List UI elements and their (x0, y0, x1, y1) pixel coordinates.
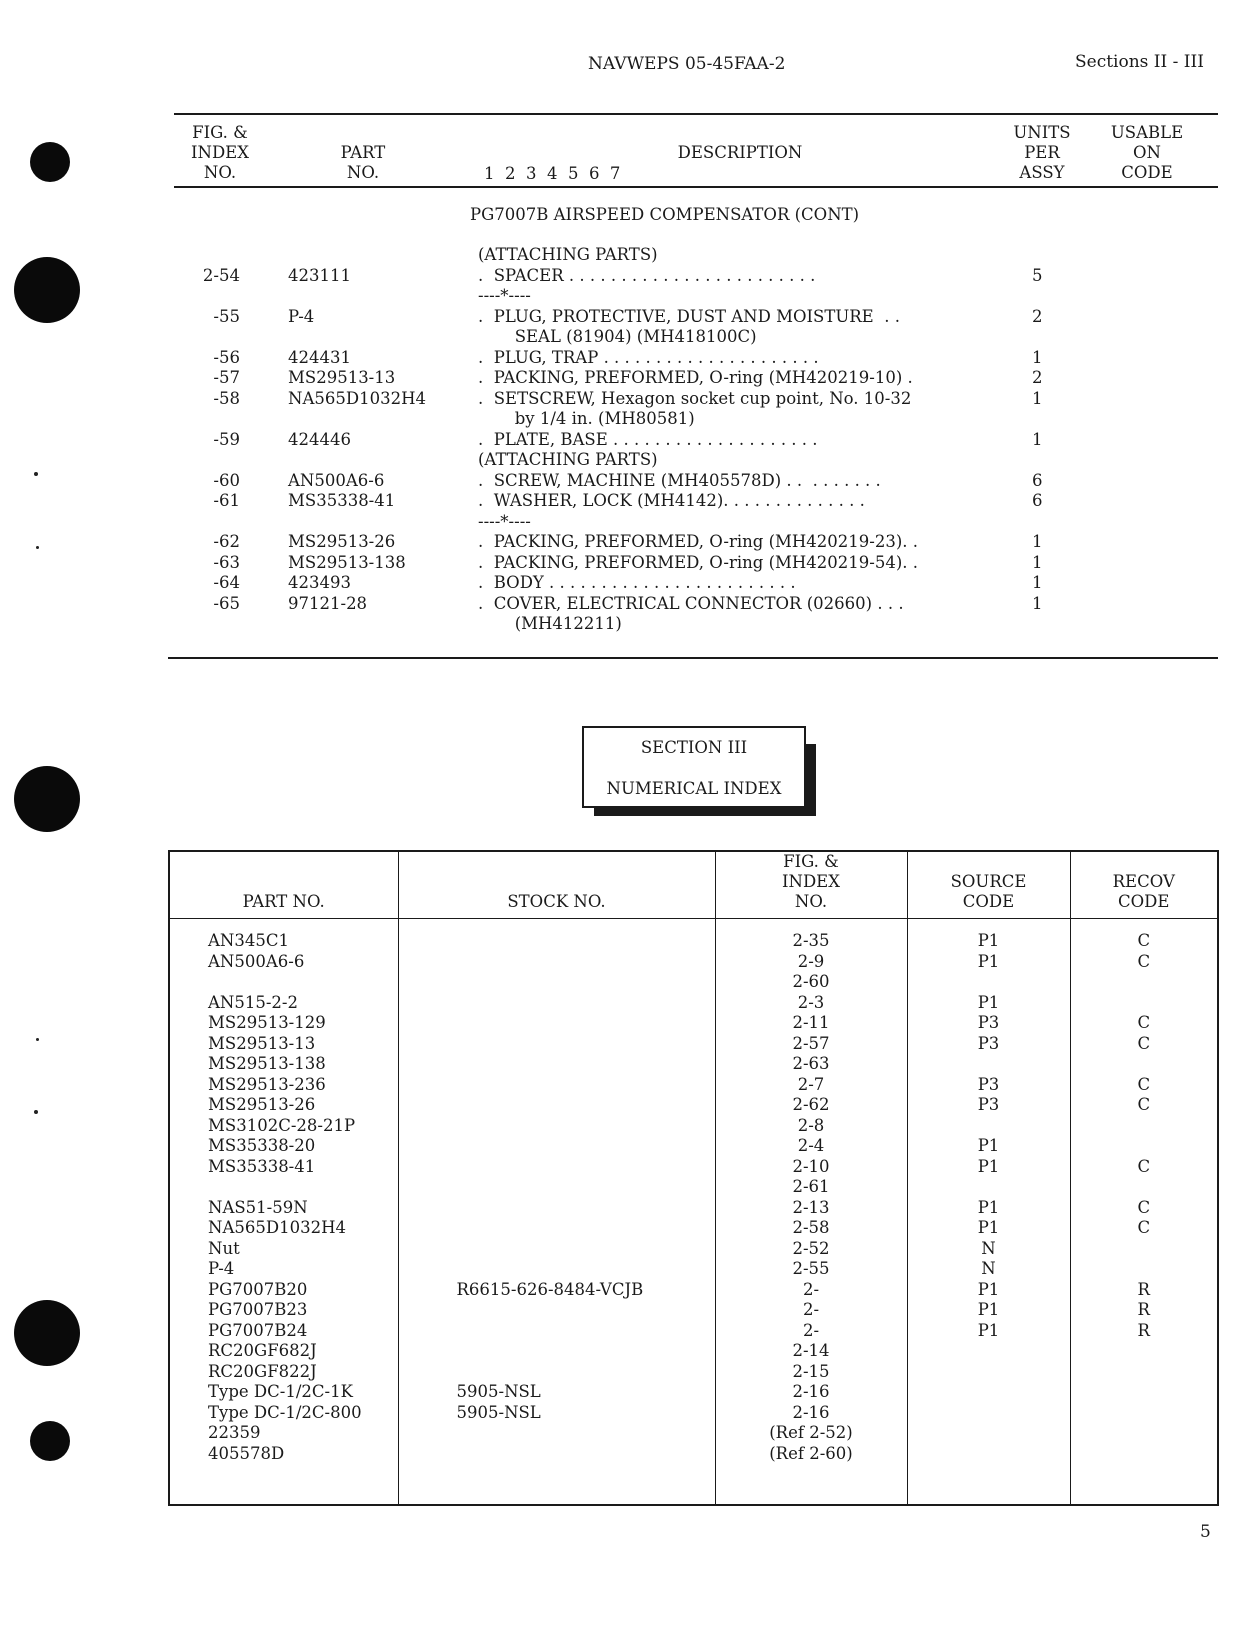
parts-row (0, 286, 1257, 307)
index-stock-number (399, 1157, 715, 1178)
index-col-source-code: SOURCE CODE (907, 851, 1070, 919)
index-fig-number: 2-9 (797, 951, 825, 971)
index-stock-number (399, 1075, 715, 1096)
part-number: 424446 (288, 429, 351, 449)
index-stock-number (399, 1116, 715, 1137)
description: (ATTACHING PARTS) (478, 245, 658, 264)
index-fig-number: 2-58 (792, 1218, 830, 1237)
index-source-code (908, 1116, 1070, 1137)
index-recov-code (1071, 1423, 1218, 1444)
numerical-index-table (168, 850, 1219, 1506)
index-part-number (170, 972, 398, 993)
parts-list (0, 245, 1257, 635)
index-part-number: NA565D1032H4 (208, 1218, 346, 1237)
index-stock-number: 5905-NSL (456, 1402, 541, 1422)
index-recov-code: C (1137, 1074, 1151, 1094)
units-per-assy: 5 (1032, 265, 1043, 285)
section-subtitle: NUMERICAL INDEX (606, 779, 782, 798)
parts-row (0, 368, 1257, 389)
description: . PACKING, PREFORMED, O-ring (MH420219-23). . (478, 532, 919, 551)
parts-row (0, 348, 1257, 369)
index-fig-number: 2-15 (792, 1361, 830, 1381)
description: . PLATE, BASE . . . . . . . . . . . . . . . . . . . . (478, 429, 818, 449)
fig-index: -63 (213, 552, 240, 572)
index-source-column (907, 919, 1070, 1506)
index-part-number: AN500A6-6 (208, 951, 305, 971)
index-stock-number (399, 1054, 715, 1075)
index-part-column (169, 919, 398, 1506)
fig-index: -62 (213, 532, 240, 551)
parts-row (0, 512, 1257, 533)
index-stock-number (399, 1341, 715, 1362)
binder-hole (14, 766, 80, 832)
index-recov-code: C (1137, 951, 1151, 971)
bottom-rule (168, 657, 1218, 659)
parts-row (0, 614, 1257, 635)
fig-index: -58 (213, 388, 240, 408)
index-stock-number (399, 1239, 715, 1260)
units-per-assy: 6 (1032, 491, 1043, 510)
index-stock-number (399, 1198, 715, 1219)
index-stock-number: R6615-626-8484-VCJB (456, 1279, 644, 1299)
index-recov-code: C (1137, 1033, 1151, 1053)
description: . PACKING, PREFORMED, O-ring (MH420219-10) . (478, 368, 913, 387)
index-fig-number: (Ref 2-60) (769, 1443, 853, 1463)
index-stock-number (399, 972, 715, 993)
index-source-code: P1 (977, 951, 1000, 971)
index-stock-number (399, 1300, 715, 1321)
units-per-assy: 2 (1032, 368, 1043, 387)
index-fig-number: 2-14 (792, 1341, 830, 1360)
index-recov-code: C (1137, 1156, 1151, 1176)
index-stock-number (399, 1218, 715, 1239)
index-col-stock-no: STOCK NO. (398, 851, 715, 919)
section-label: Sections II - III (1075, 52, 1204, 72)
index-recov-code (1071, 1444, 1218, 1465)
index-recov-code: C (1137, 1218, 1151, 1237)
index-part-number: P-4 (208, 1259, 235, 1278)
parts-row (0, 409, 1257, 430)
index-part-number: 22359 (208, 1423, 261, 1442)
units-per-assy: 1 (1032, 347, 1043, 367)
description: (MH412211) (478, 614, 622, 633)
description: ----*---- (478, 511, 531, 531)
index-source-code (908, 1341, 1070, 1362)
index-source-code: P3 (977, 1013, 1000, 1032)
index-source-code: P1 (977, 1279, 1000, 1299)
index-stock-number (399, 993, 715, 1014)
index-source-code: P1 (977, 992, 1000, 1012)
part-number: 423493 (288, 573, 351, 592)
index-recov-code (1071, 1136, 1218, 1157)
index-part-number: AN345C1 (208, 931, 289, 950)
parts-row (0, 327, 1257, 348)
fig-index: -59 (213, 429, 240, 449)
index-part-number: NAS51-59N (208, 1197, 308, 1217)
index-source-code (908, 1444, 1070, 1465)
binder-hole (14, 1300, 80, 1366)
description: . COVER, ELECTRICAL CONNECTOR (02660) . . . (478, 593, 904, 613)
index-part-number: MS3102C-28-21P (208, 1115, 356, 1135)
parts-row (0, 266, 1257, 287)
index-part-number: 405578D (208, 1443, 285, 1463)
index-recov-code (1071, 1177, 1218, 1198)
index-recov-code (1071, 1341, 1218, 1362)
part-number: MS29513-13 (288, 368, 396, 387)
index-fig-number: 2- (802, 1300, 820, 1319)
index-recov-code: R (1137, 1320, 1150, 1340)
col-header-fig-index: FIG. & INDEX NO. (191, 123, 249, 182)
description: SEAL (81904) (MH418100C) (478, 327, 757, 346)
index-part-number: PG7007B23 (208, 1300, 308, 1319)
col-header-description: DESCRIPTION (677, 143, 803, 162)
units-per-assy: 1 (1032, 532, 1043, 551)
index-recov-code (1071, 1403, 1218, 1424)
units-per-assy: 6 (1032, 470, 1043, 490)
part-number: P-4 (288, 306, 315, 326)
fig-index: -65 (213, 593, 240, 613)
index-fig-number: 2- (802, 1320, 820, 1340)
speck (34, 1110, 38, 1114)
index-fig-number: 2-60 (792, 972, 830, 991)
index-fig-number: 2- (802, 1279, 820, 1299)
index-fig-number: (Ref 2-52) (769, 1423, 853, 1442)
index-part-number: Type DC-1/2C-800 (208, 1402, 362, 1422)
index-recov-code: R (1137, 1300, 1150, 1319)
index-source-code: P1 (977, 1218, 1000, 1237)
fig-index: -61 (213, 491, 240, 510)
index-recov-code (1071, 1116, 1218, 1137)
index-recov-code: C (1137, 1013, 1151, 1032)
index-stock-number (399, 1259, 715, 1280)
index-source-code (908, 1362, 1070, 1383)
assembly-title: PG7007B AIRSPEED COMPENSATOR (CONT) (470, 205, 860, 224)
index-source-code: P3 (977, 1074, 1000, 1094)
index-source-code: P1 (977, 1300, 1000, 1319)
index-source-code: N (981, 1238, 996, 1258)
index-source-code: N (981, 1259, 996, 1278)
part-number: MS29513-138 (288, 552, 406, 572)
index-recov-code (1071, 1259, 1218, 1280)
index-stock-number (399, 1136, 715, 1157)
index-source-code: P1 (977, 931, 1000, 950)
index-col-recov-code: RECOV CODE (1070, 851, 1218, 919)
index-header-row (169, 851, 1218, 919)
description: . SCREW, MACHINE (MH405578D) . . . . . . . . . (478, 470, 881, 490)
units-per-assy: 1 (1032, 593, 1043, 613)
index-part-number: MS29513-13 (208, 1033, 316, 1053)
col-header-part-no: PART NO. (340, 143, 386, 182)
index-fig-number: 2-8 (797, 1115, 825, 1135)
index-fig-number: 2-4 (797, 1136, 825, 1155)
binder-hole (30, 142, 70, 182)
fig-index: -64 (213, 573, 240, 592)
part-number: 97121-28 (288, 593, 368, 613)
index-stock-number (399, 1444, 715, 1465)
index-fig-number: 2-55 (792, 1259, 830, 1278)
parts-row (0, 594, 1257, 615)
index-fig-number: 2-10 (792, 1156, 830, 1176)
col-header-units-per-assy: UNITS PER ASSY (1013, 123, 1071, 182)
description: ----*---- (478, 286, 531, 305)
index-stock-number (399, 1034, 715, 1055)
index-fig-number: 2-61 (792, 1177, 830, 1196)
index-recov-code (1071, 1362, 1218, 1383)
index-stock-number (399, 1321, 715, 1342)
index-part-number: MS29513-26 (208, 1095, 316, 1114)
fig-index: 2-54 (202, 265, 240, 285)
fig-index: -57 (213, 368, 240, 387)
index-fig-number: 2-52 (792, 1238, 830, 1258)
index-fig-number: 2-16 (792, 1382, 830, 1401)
index-stock-number (399, 1423, 715, 1444)
index-part-number: MS29513-138 (208, 1054, 326, 1073)
index-fig-number: 2-63 (792, 1054, 830, 1073)
part-number: MS35338-41 (288, 491, 396, 510)
description: . SPACER . . . . . . . . . . . . . . . . . . . . . . . . (478, 265, 816, 285)
part-number: NA565D1032H4 (288, 388, 426, 408)
index-source-code (908, 1054, 1070, 1075)
index-stock-column (398, 919, 715, 1506)
description: . SETSCREW, Hexagon socket cup point, No. 10-32 (478, 388, 912, 408)
description: . PLUG, TRAP . . . . . . . . . . . . . . . . . . . . . (478, 347, 819, 367)
page-number: 5 (1200, 1522, 1211, 1542)
part-number: MS29513-26 (288, 532, 396, 551)
index-fig-number: 2-11 (792, 1013, 830, 1032)
index-recov-code: R (1137, 1279, 1150, 1299)
index-source-code (908, 1423, 1070, 1444)
index-fig-number: 2-57 (792, 1033, 830, 1053)
index-part-number: Nut (208, 1238, 240, 1258)
units-per-assy: 1 (1032, 573, 1043, 592)
index-source-code: P3 (977, 1095, 1000, 1114)
index-recov-code (1071, 1054, 1218, 1075)
index-part-number (170, 1177, 398, 1198)
index-source-code: P3 (977, 1033, 1000, 1053)
index-fig-number: 2-7 (797, 1074, 825, 1094)
index-part-number: PG7007B20 (208, 1279, 308, 1299)
document-number: NAVWEPS 05-45FAA-2 (588, 54, 786, 74)
index-part-number: MS29513-236 (208, 1074, 326, 1094)
units-per-assy: 2 (1032, 306, 1043, 326)
index-recov-code (1071, 1382, 1218, 1403)
fig-index: -56 (213, 347, 240, 367)
index-stock-number (399, 952, 715, 973)
index-source-code: P1 (977, 1136, 1000, 1155)
description: (ATTACHING PARTS) (478, 450, 658, 469)
index-recov-code: C (1137, 1197, 1151, 1217)
description: . PLUG, PROTECTIVE, DUST AND MOISTURE . . (478, 306, 900, 326)
description: . PACKING, PREFORMED, O-ring (MH420219-54). . (478, 552, 919, 572)
index-stock-number (399, 1013, 715, 1034)
index-fig-number: 2-35 (792, 931, 830, 950)
part-number: 423111 (288, 265, 351, 285)
col-header-indent-levels: 1 2 3 4 5 6 7 (484, 164, 621, 183)
index-recov-column (1070, 919, 1218, 1506)
index-fig-number: 2-13 (792, 1197, 830, 1217)
units-per-assy: 1 (1032, 429, 1043, 449)
index-stock-number (399, 1177, 715, 1198)
parts-row (0, 532, 1257, 553)
index-source-code (908, 1382, 1070, 1403)
index-source-code: P1 (977, 1156, 1000, 1176)
index-fig-number: 2-16 (792, 1402, 830, 1422)
index-source-code (908, 1403, 1070, 1424)
col-header-usable-on-code: USABLE ON CODE (1110, 123, 1184, 182)
section-title: SECTION III (640, 738, 748, 757)
binder-hole (30, 1421, 70, 1461)
index-part-number: MS35338-20 (208, 1136, 316, 1155)
index-source-code: P1 (977, 1320, 1000, 1340)
index-part-number: MS35338-41 (208, 1156, 316, 1176)
index-fig-number: 2-3 (797, 992, 825, 1012)
speck (36, 1038, 39, 1041)
index-source-code (908, 972, 1070, 993)
index-source-code: P1 (977, 1197, 1000, 1217)
part-number: AN500A6-6 (288, 470, 385, 490)
parts-row (0, 307, 1257, 328)
parts-row (0, 471, 1257, 492)
fig-index: -60 (213, 470, 240, 490)
index-recov-code (1071, 972, 1218, 993)
index-col-fig-index: FIG. & INDEX NO. (715, 851, 907, 919)
description: by 1/4 in. (MH80581) (478, 409, 695, 428)
index-recov-code: C (1137, 931, 1151, 950)
part-number: 424431 (288, 347, 351, 367)
description: . WASHER, LOCK (MH4142). . . . . . . . . . . . . . (478, 491, 865, 510)
parts-row (0, 573, 1257, 594)
parts-row (0, 491, 1257, 512)
parts-row (0, 245, 1257, 266)
index-part-number: MS29513-129 (208, 1013, 326, 1032)
section-title-box (582, 726, 806, 808)
header-rule (174, 186, 1218, 188)
top-rule (174, 113, 1218, 115)
index-part-number: Type DC-1/2C-1K (208, 1382, 353, 1401)
units-per-assy: 1 (1032, 552, 1043, 572)
index-fig-number: 2-62 (792, 1095, 830, 1114)
index-stock-number (399, 1095, 715, 1116)
description: . BODY . . . . . . . . . . . . . . . . . . . . . . . . (478, 573, 796, 592)
index-stock-number: 5905-NSL (456, 1382, 541, 1401)
index-source-code (908, 1177, 1070, 1198)
parts-row (0, 553, 1257, 574)
index-part-number: AN515-2-2 (208, 992, 298, 1012)
index-stock-number (399, 1362, 715, 1383)
index-col-part-no: PART NO. (169, 851, 398, 919)
index-part-number: RC20GF682J (208, 1341, 317, 1360)
index-recov-code: C (1137, 1095, 1151, 1114)
index-fig-column (715, 919, 907, 1506)
index-part-number: RC20GF822J (208, 1361, 317, 1381)
fig-index: -55 (213, 306, 240, 326)
index-recov-code (1071, 993, 1218, 1014)
index-part-number: PG7007B24 (208, 1320, 308, 1340)
parts-row (0, 430, 1257, 451)
parts-row (0, 389, 1257, 410)
units-per-assy: 1 (1032, 388, 1043, 408)
parts-row (0, 450, 1257, 471)
index-recov-code (1071, 1239, 1218, 1260)
index-stock-number (399, 931, 715, 952)
